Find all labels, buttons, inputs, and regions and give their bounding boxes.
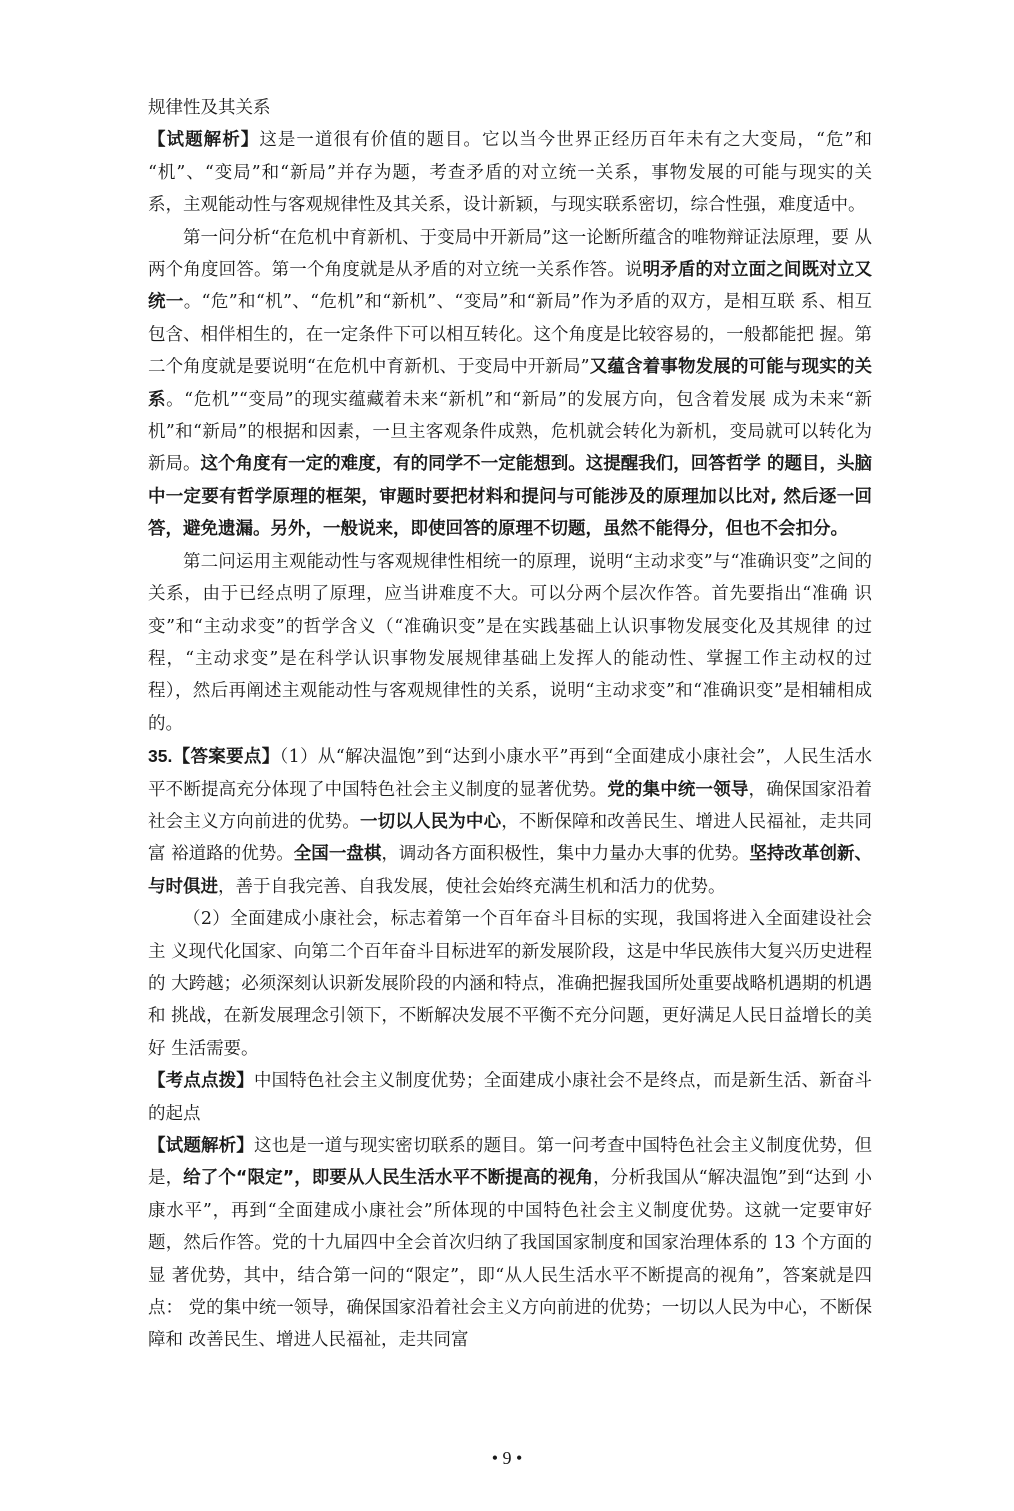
text-run: ，调动各方面积极性，集中力量办大事的优势。 [381, 844, 750, 865]
second-question-analysis: 第二问运用主观能动性与客观规律性相统一的原理，说明“主动求变”与“准确识变”之间的关系，由于已经点明了原理，应当讲难度不大。可以分两个层次作答。首先要指出“准确 识变”和“主动求变”的哲学含义（“准确识变”是在实践基础上认识事物发展变化及其规律 的过程，“主动求变”是在科学认识事物发展规律基础上发挥人的能动性、掌握工作主动权的过程），然后再阐述主观能动性与客观规律性的关系，说明“主动求变”和“准确识变”是相辅相成的。 [148, 551, 872, 734]
question-35-part-2: （2）全面建成小康社会，标志着第一个百年奋斗目标的实现，我国将进入全面建设社会主 义现代化国家、向第二个百年奋斗目标进军的新发展阶段，这是中华民族伟大复兴历史进程的 大跨越；必须深刻认识新发展阶段的内涵和特点，准确把握我国所处重要战略机遇期的机遇和 挑战，在新发展理念引领下，不断解决发展不平衡不充分问题，更好满足人民日益增长的美好 生活需要。 [148, 909, 872, 1059]
question-number: 35. [148, 746, 173, 767]
bold-run: 坚持改革创新、与时俱进 [148, 844, 873, 897]
page-number: • 9 • [491, 1448, 523, 1468]
analysis-label: 【试题解析】 [148, 130, 260, 151]
answer-label: 【答案要点】 [172, 747, 280, 768]
analysis-paragraph [148, 124, 872, 221]
key-points-text: 中国特色社会主义制度优势；全面建成小康社会不是终点，而是新生活、新奋斗的起点 [148, 1071, 873, 1124]
key-points-paragraph [148, 1065, 872, 1130]
analysis-paragraph-2 [148, 1130, 872, 1357]
bold-run: 又蕴含着事物发展的可能与现实的关系 [148, 357, 872, 410]
analysis-label: 【试题解析】 [148, 1136, 254, 1156]
page-body [148, 92, 872, 1357]
text-run: ，善于自我完善、自我发展，使社会始终充满生机和活力的优势。 [218, 876, 726, 897]
bold-run: 这个角度有一定的难度，有的同学不一定能想到。这提醒我们，回答哲学 的题目，头脑中一定要有哲学原理的框架，审题时要把材料和提问与可能涉及的原理加以比对, 然后逐一回答，避免遗漏。另外，一般说来，即使回答的原理不切题，虽然不能得分，但也不会扣分。 [148, 454, 872, 540]
key-points-label: 【考点点拨】 [148, 1071, 254, 1092]
analysis-text: 这是一道很有价值的题目。它以当今世界正经历百年未有之大变局，“危”和 “机”、“变局”和“新局”并存为题，考查矛盾的对立统一关系，事物发展的可能与现实的关 系，主观能动性与客观规律性及其关系，设计新颖，与现实联系密切，综合性强，难度适中。 [148, 130, 873, 216]
text-run: （1）从“解决温饱”到“达到小康水平”再到“全面建成小康社会”，人民生活水 平不断提高充分体现了中国特色社会主义制度的显著优势。 [148, 747, 873, 800]
text-run: 这也是一道与现实密切联系的题目。第一问考查中国特色社会主义制度优势，但是， [148, 1136, 873, 1189]
text-run: 。“危机”“变局”的现实蕴藏着未来“新机”和“新局”的发展方向，包含着发展 成为未来“新机”和“新局”的根据和因素，一旦主客观条件成熟，危机就会转化为新机，变局就可以转化为新局。 [148, 389, 872, 475]
question-35-answer [148, 740, 872, 903]
bold-run: 明矛盾的对立面之间既对立又统一 [148, 260, 873, 313]
bold-run: 给了个“限定”，即要从人民生活水平不断提高的视角 [183, 1168, 594, 1189]
text-run: ，确保国家沿着社会主义方向前进的优势。 [148, 779, 873, 832]
text-run: 。“危”和“机”、“危机”和“新机”、“变局”和“新局”作为矛盾的双方，是相互联 系、相互包含、相伴相生的，在一定条件下可以相互转化。这个角度是比较容易的，一般都能把 握。第二个角度就是要说明“在危机中育新机、于变局中开新局” [148, 292, 873, 378]
text-run: ，分析我国从“解决温饱”到“达到 小康水平”，再到“全面建成小康社会”所体现的中国特色社会主义制度优势。这就一定要审好 题，然后作答。党的十九届四中全会首次归纳了我国国家制度和国家治理体系的 13 个方面的显 著优势，其中，结合第一问的“限定”，即“从人民生活水平不断提高的视角”，答案就是四点： 党的集中统一领导，确保国家沿着社会主义方向前进的优势；一切以人民为中心，不断保障和 改善民生、增进人民福祉，走共同富 [148, 1168, 872, 1351]
text-run: 第一问分析“在危机中育新机、于变局中开新局”这一论断所蕴含的唯物辩证法原理，要 从两个角度回答。第一个角度就是从矛盾的对立统一关系作答。说 [148, 227, 872, 281]
first-question-analysis [148, 222, 872, 546]
bold-run: 全国一盘棋 [293, 844, 382, 865]
section-heading: 规律性及其关系 [148, 98, 271, 118]
text-run: ，不断保障和改善民生、增进人民福祉，走共同富 裕道路的优势。 [148, 811, 873, 865]
bold-run: 党的集中统一领导 [607, 779, 749, 800]
bold-run: 一切以人民为中心 [359, 811, 502, 832]
